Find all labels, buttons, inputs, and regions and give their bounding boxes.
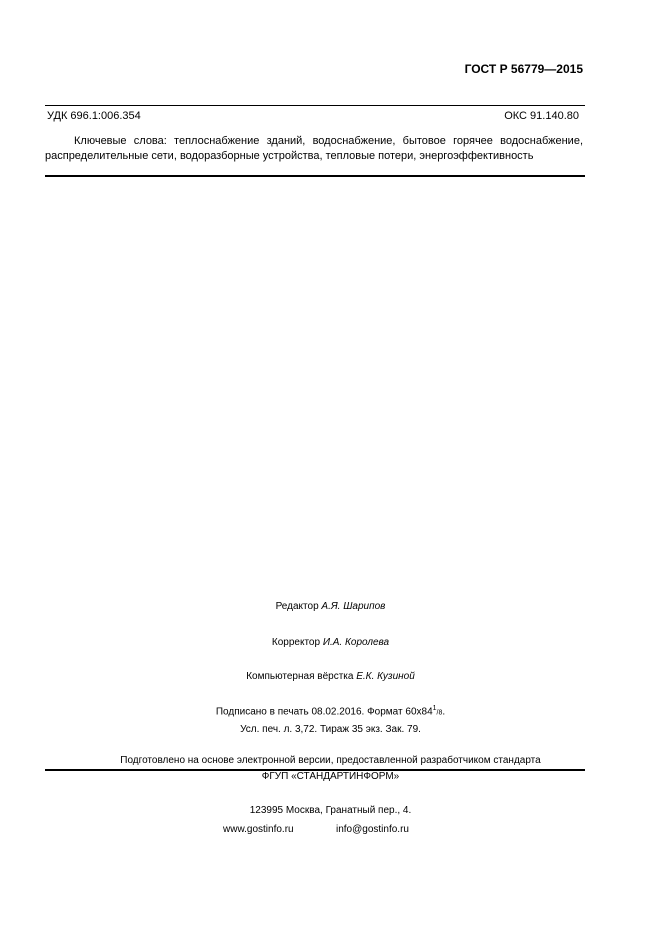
standard-code: ГОСТ Р 56779—2015 (464, 62, 583, 76)
udk-code: УДК 696.1:006.354 (47, 110, 141, 122)
editor-label: Редактор (275, 601, 319, 612)
corrector-name: И.А. Королева (322, 637, 390, 648)
print-details-line: Усл. печ. л. 3,72. Тираж 35 экз. Зак. 79. (240, 724, 421, 735)
layout-line (0, 671, 661, 682)
signed-suffix: . (442, 706, 446, 718)
top-divider (45, 105, 585, 106)
editor-name: А.Я. Шарипов (321, 601, 386, 612)
format-denominator: /8 (436, 709, 443, 717)
keywords-paragraph: Ключевые слова: теплоснабжение зданий, водоснабжение, бытовое горячее водоснабжение, распределительные сети, водоразборные устройства, тепловые потери, энергоэффективность (45, 135, 583, 162)
email-link[interactable]: info@gostinfo.ru (336, 824, 409, 835)
website-link[interactable]: www.gostinfo.ru (223, 824, 294, 835)
publisher-address: 123995 Москва, Гранатный пер., 4. (249, 805, 412, 816)
layout-name: Е.К. Кузиной (356, 671, 415, 682)
corrector-line (0, 637, 661, 648)
publisher-name: ФГУП «СТАНДАРТИНФОРМ» (261, 771, 400, 782)
layout-label: Компьютерная вёрстка (246, 671, 354, 682)
oks-code: ОКС 91.140.80 (504, 110, 579, 122)
editor-line (0, 601, 661, 612)
signed-line (0, 705, 661, 717)
prepared-note: Подготовлено на основе электронной версии, предоставленной разработчиком стандарта (120, 755, 541, 766)
keywords-divider (45, 175, 585, 177)
signed-text: Подписано в печать 08.02.2016. Формат 60x84 (215, 706, 433, 718)
corrector-label: Корректор (271, 637, 321, 648)
format-numerator: 1 (432, 705, 437, 712)
